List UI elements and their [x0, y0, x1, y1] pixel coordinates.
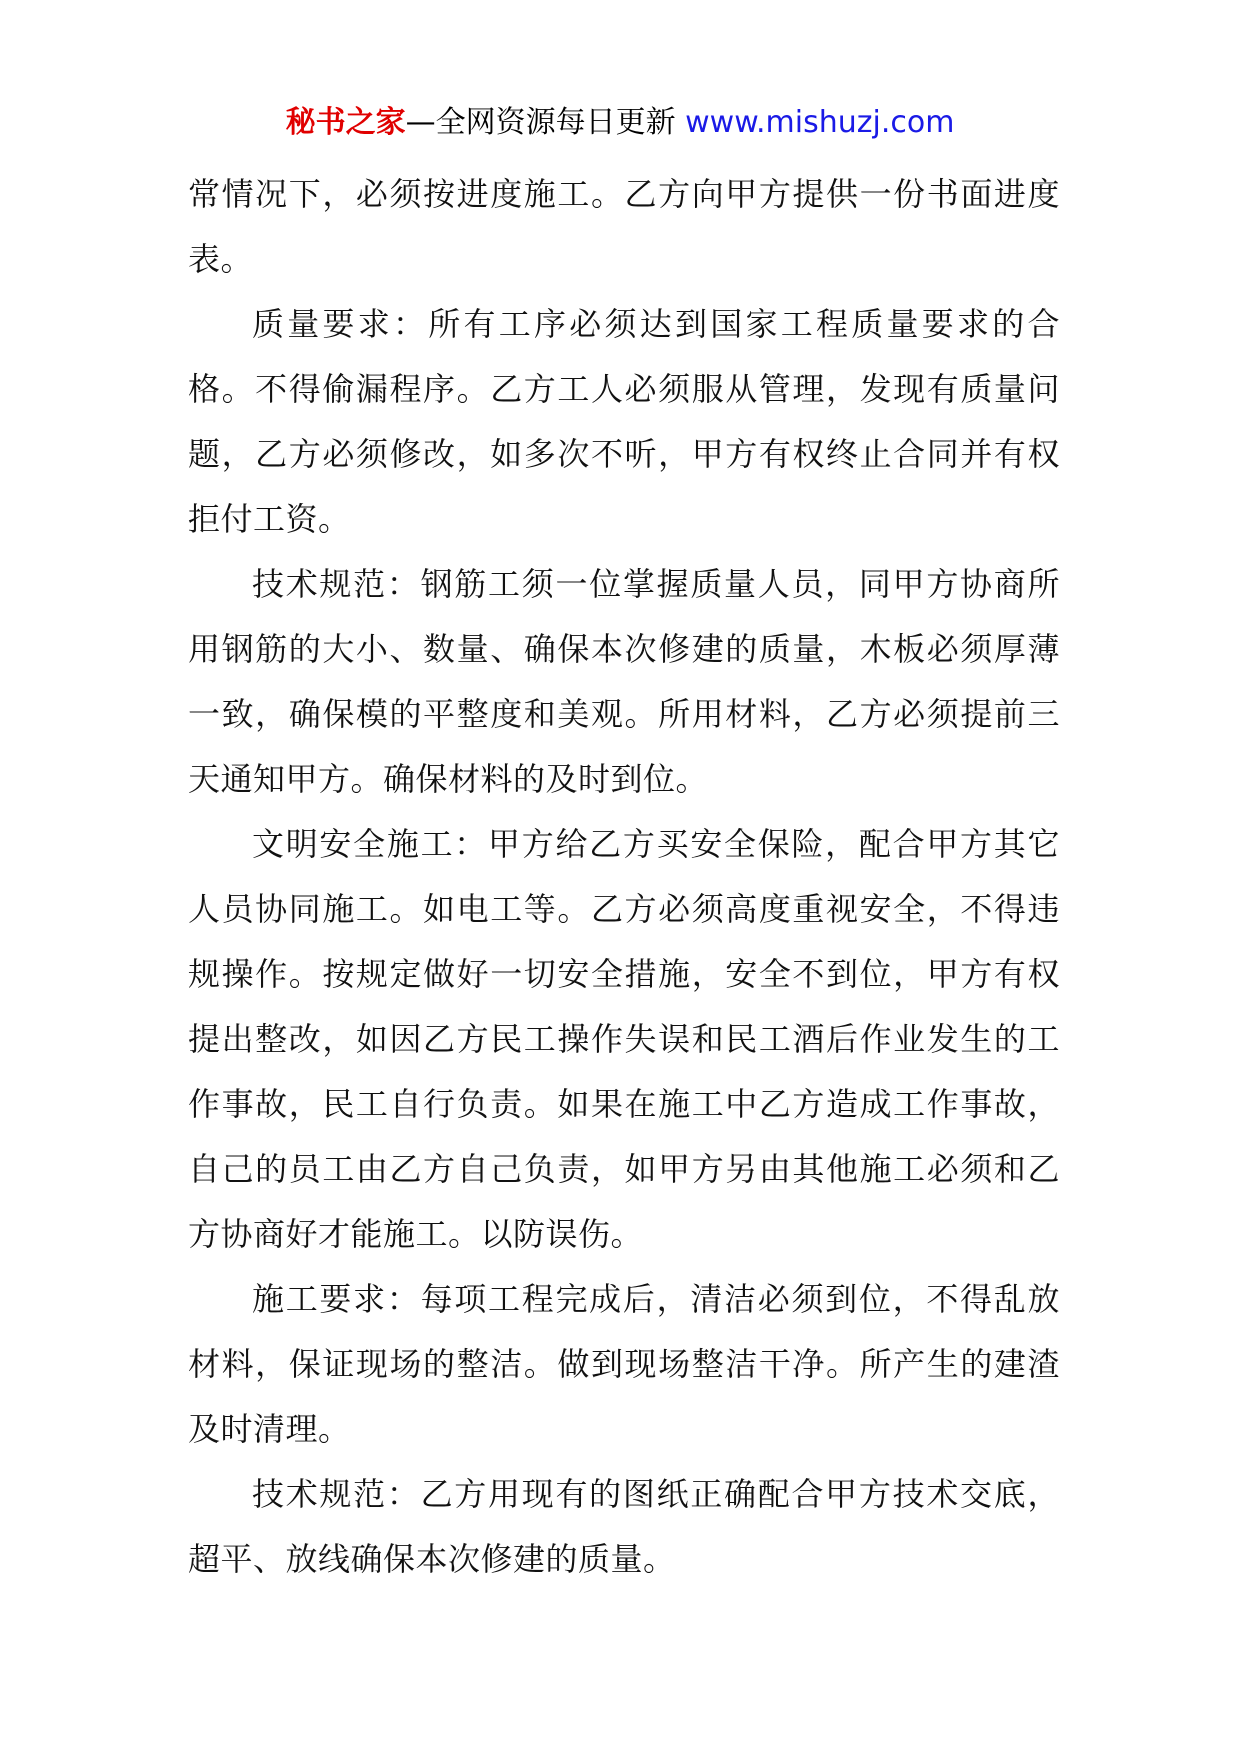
paragraph-quality-requirements: 质量要求：所有工序必须达到国家工程质量要求的合格。不得偷漏程序。乙方工人必须服从管理，发现有质量问题，乙方必须修改，如多次不听，甲方有权终止合同并有权拒付工资。 [188, 305, 1060, 538]
site-url-link[interactable]: www.mishuzj.com [685, 105, 955, 140]
contract-body [188, 162, 1060, 1592]
paragraph-technical-specs-rebar: 技术规范：钢筋工须一位掌握质量人员，同甲方协商所用钢筋的大小、数量、确保本次修建的质量，木板必须厚薄一致，确保模的平整度和美观。所用材料，乙方必须提前三天通知甲方。确保材料的及时到位。 [188, 565, 1060, 798]
paragraph-safe-construction: 文明安全施工：甲方给乙方买安全保险，配合甲方其它人员协同施工。如电工等。乙方必须高度重视安全，不得违规操作。按规定做好一切安全措施，安全不到位，甲方有权提出整改，如因乙方民工操作失误和民工酒后作业发生的工作事故，民工自行负责。如果在施工中乙方造成工作事故，自己的员工由乙方自己负责，如甲方另由其他施工必须和乙方协商好才能施工。以防误伤。 [188, 825, 1060, 1253]
site-slogan: —全网资源每日更新 [405, 105, 676, 140]
site-header [0, 98, 1240, 148]
paragraph-technical-specs-drawings: 技术规范：乙方用现有的图纸正确配合甲方技术交底，超平、放线确保本次修建的质量。 [188, 1475, 1060, 1578]
paragraph-continuation: 常情况下，必须按进度施工。乙方向甲方提供一份书面进度表。 [188, 175, 1060, 278]
site-brand: 秘书之家 [285, 105, 406, 140]
paragraph-construction-requirements: 施工要求：每项工程完成后，清洁必须到位，不得乱放材料，保证现场的整洁。做到现场整洁干净。所产生的建渣及时清理。 [188, 1280, 1060, 1448]
